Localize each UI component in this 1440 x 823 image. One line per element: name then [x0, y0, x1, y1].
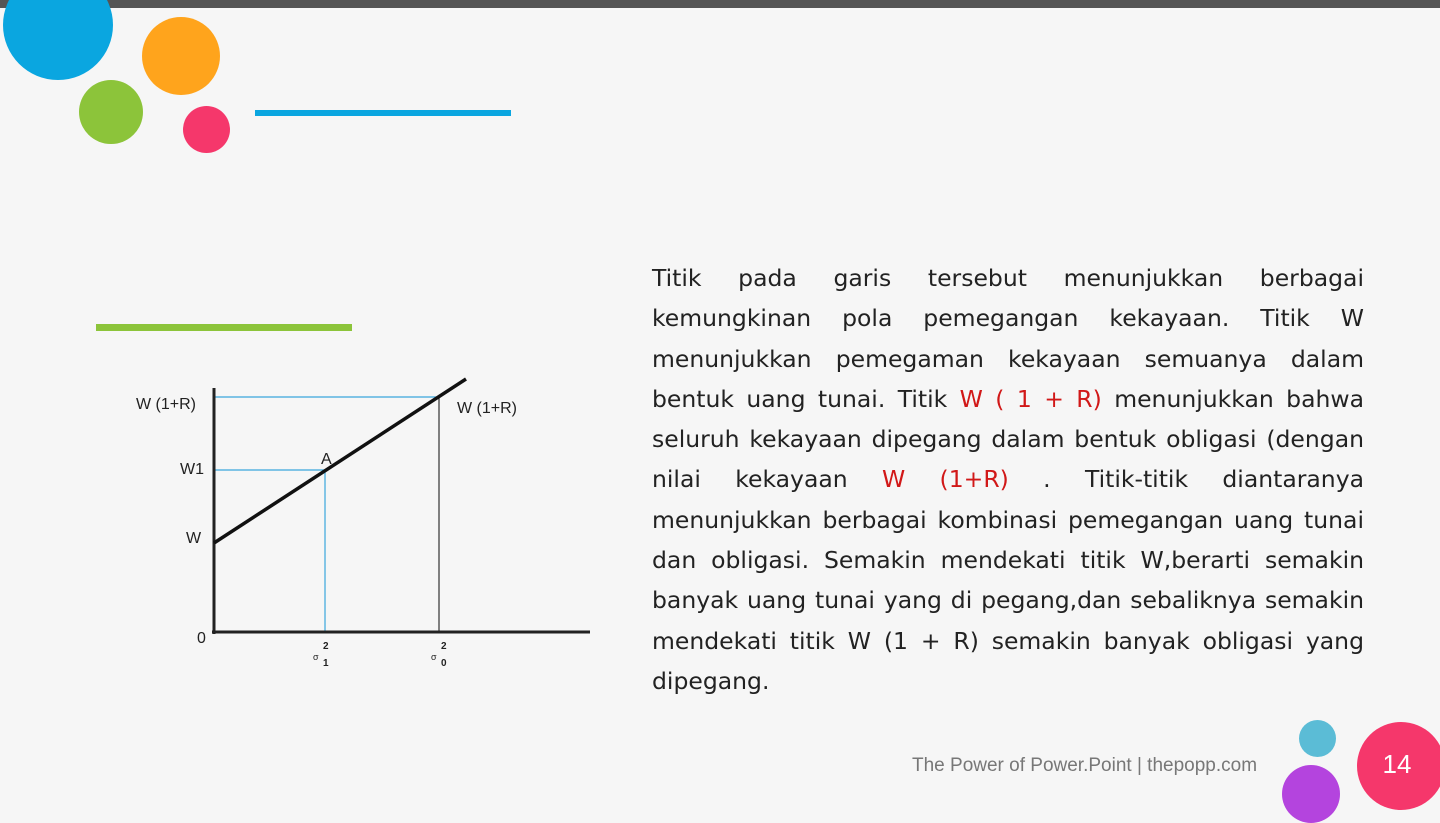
paragraph-text-3: . Titik-titik diantaranya menunjukkan berbagai kombinasi pemegangan uang tunai dan obligasi. Semakin mendekati titik W,berarti semakin banyak uang tunai yang di pegang,dan sebaliknya semakin mendekati titik W (1 + R) semakin banyak obligasi yang dipegang.	[652, 465, 1365, 695]
body-paragraph	[652, 258, 1364, 701]
wealth-line	[214, 379, 466, 543]
paragraph-text-1: Titik pada garis tersebut menunjukkan berbagai kemungkinan pola pemegangan kekayaan. Titik W menunjukkan pemegaman kekayaan semuanya dalam bentuk uang tunai. Titik	[652, 264, 1364, 413]
decor-circle-teal	[1299, 720, 1336, 757]
decor-circle-purple	[1282, 765, 1340, 823]
y-label-w1: W1	[180, 461, 204, 478]
x-label-sigma1-sub: 1	[323, 658, 329, 669]
y-label-w: W	[186, 530, 202, 547]
page-number: 14	[1357, 722, 1440, 810]
paragraph-highlight-1: W ( 1 + R)	[959, 384, 1102, 413]
x-label-sigma1: σ	[313, 652, 319, 662]
line-end-label: W (1+R)	[457, 400, 517, 417]
x-label-sigma0-sup: 2	[441, 641, 447, 652]
point-a-label: A	[321, 451, 332, 468]
x-label-sigma1-sup: 2	[323, 641, 329, 652]
paragraph-highlight-2: W (1+R)	[881, 465, 1009, 494]
y-label-top: W (1+R)	[136, 396, 196, 413]
wealth-diagram	[0, 0, 640, 700]
footer-credit: The Power of Power.Point | thepopp.com	[912, 755, 1258, 776]
x-label-sigma0-sub: 0	[441, 658, 447, 669]
origin-label: 0	[197, 630, 206, 647]
x-label-sigma0: σ	[431, 652, 437, 662]
paragraph-text-2: menunjukkan bahwa seluruh kekayaan dipegang dalam bentuk obligasi (dengan nilai kekayaan	[652, 384, 1364, 494]
